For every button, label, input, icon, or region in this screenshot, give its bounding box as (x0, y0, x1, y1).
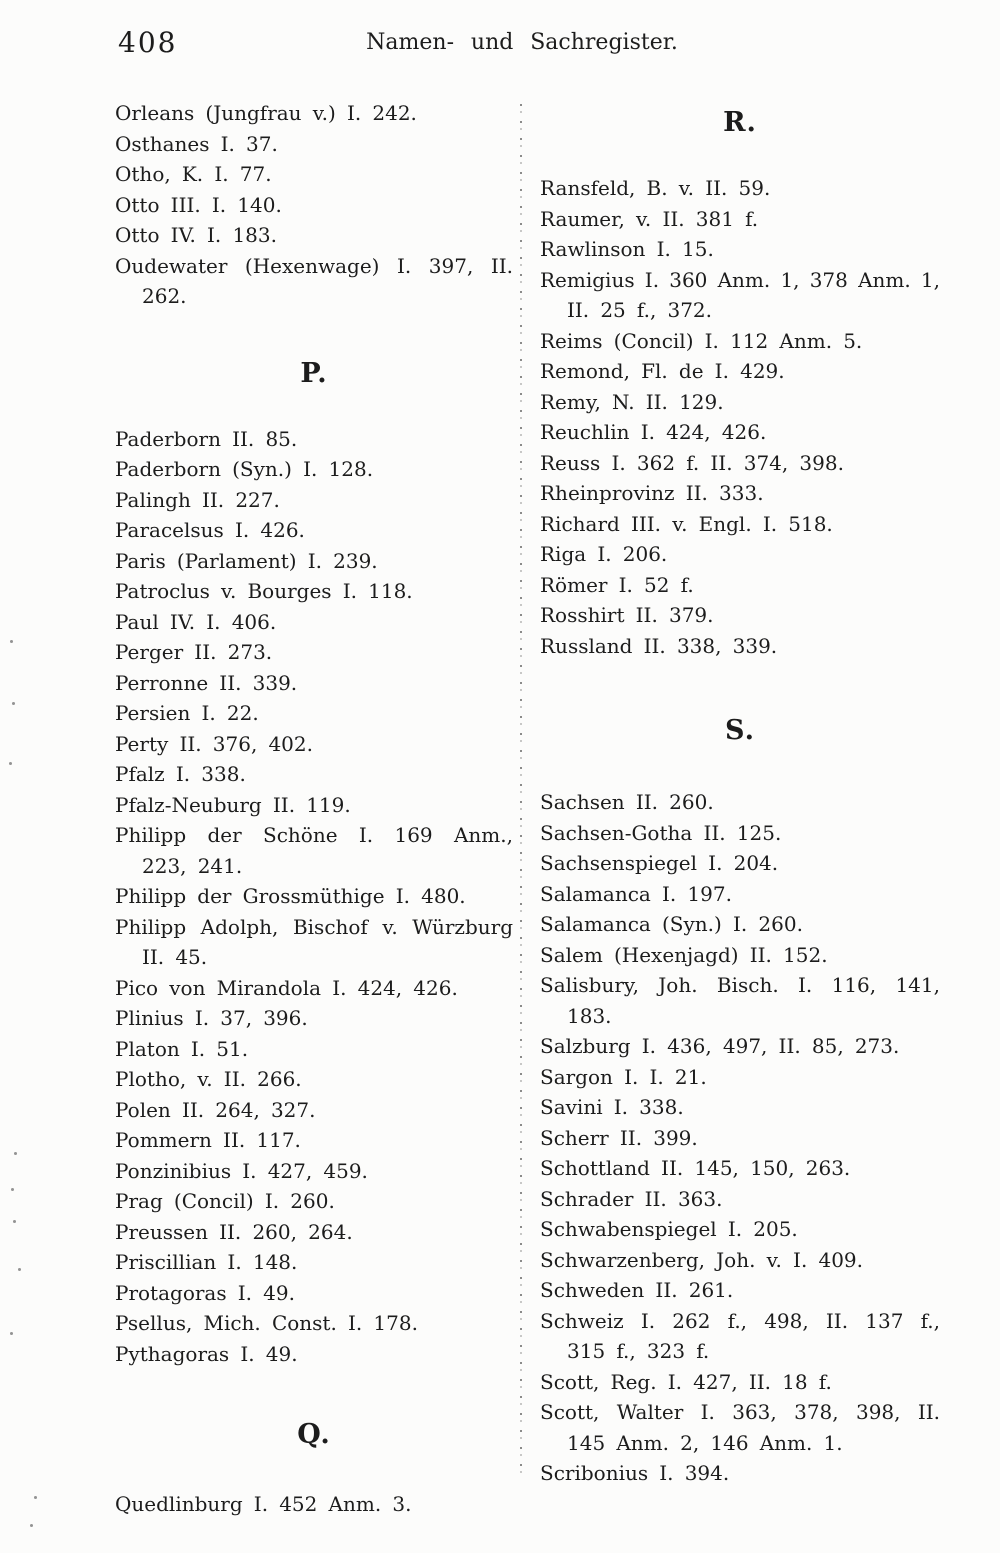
scan-speckle (10, 1332, 13, 1335)
index-entry (115, 607, 513, 638)
column-divider-rule (520, 104, 522, 1476)
entry-line: Sachsen II. 260. (540, 790, 714, 814)
entry-line: Schweiz I. 262 f., 498, II. 137 f., (540, 1308, 940, 1333)
entry-line: Paris (Parlament) I. 239. (115, 548, 378, 573)
entry-line: Salamanca (Syn.) I. 260. (540, 912, 803, 936)
scan-speckle (9, 762, 12, 765)
entry-line: Prag (Concil) I. 260. (115, 1189, 335, 1213)
index-entry (115, 251, 513, 312)
entry-line: Pommern II. 117. (115, 1128, 301, 1152)
scan-speckle (13, 1220, 16, 1223)
entry-line: Perger II. 273. (115, 640, 273, 664)
entry-line: Oudewater (Hexenwage) I. 397, II. (115, 253, 513, 278)
entry-line: Schrader II. 363. (540, 1186, 723, 1211)
index-entry (540, 787, 940, 818)
index-entry (540, 970, 940, 1031)
index-entry (115, 1339, 513, 1370)
entry-line: Philipp der Schöne I. 169 Anm., (115, 823, 513, 847)
entry-line: Osthanes I. 37. (115, 131, 278, 156)
entry-line: Polen II. 264, 327. (115, 1097, 316, 1122)
entry-line: Sachsen-Gotha II. 125. (540, 820, 782, 845)
section-heading: S. (725, 715, 755, 746)
entry-line: Rawlinson I. 15. (540, 237, 714, 261)
entry-line: 315 f., 323 f. (567, 1339, 710, 1363)
entry-line: Pico von Mirandola I. 424, 426. (115, 975, 458, 1000)
entry-line: Reuchlin I. 424, 426. (540, 420, 767, 444)
entry-line: II. 25 f., 372. (567, 298, 713, 322)
index-entry (115, 1095, 513, 1126)
index-entry (540, 1397, 940, 1458)
index-entry (540, 940, 940, 971)
index-entry (115, 1156, 513, 1187)
index-entry (540, 387, 940, 418)
entry-line: Russland II. 338, 339. (540, 633, 778, 658)
index-entry (115, 129, 513, 160)
index-entry (540, 1092, 940, 1123)
entry-line: Pfalz I. 338. (115, 762, 246, 786)
entry-line: Salisbury, Joh. Bisch. I. 116, 141, (540, 973, 940, 997)
page-number: 408 (118, 26, 178, 59)
entry-line: Römer I. 52 f. (540, 572, 694, 597)
index-entry (115, 190, 513, 221)
index-entry (115, 1003, 513, 1034)
entry-line: Remy, N. II. 129. (540, 389, 724, 414)
index-entry (115, 424, 513, 455)
index-entry (115, 790, 513, 821)
entry-line: Pythagoras I. 49. (115, 1341, 298, 1366)
entry-line: Sachsenspiegel I. 204. (540, 851, 779, 875)
index-entry (540, 909, 940, 940)
index-entry (115, 515, 513, 546)
index-entry (540, 631, 940, 662)
entry-line: Remond, Fl. de I. 429. (540, 359, 785, 383)
entry-line: Otto III. I. 140. (115, 192, 282, 217)
index-entry (540, 600, 940, 631)
entry-line: Rheinprovinz II. 333. (540, 481, 764, 505)
index-entry (540, 1031, 940, 1062)
index-entry (115, 485, 513, 516)
entry-line: Scott, Reg. I. 427, II. 18 f. (540, 1369, 832, 1394)
scan-speckle (10, 640, 13, 643)
scan-speckle (11, 1188, 14, 1191)
index-entry (540, 265, 940, 326)
index-entry (115, 759, 513, 790)
index-entry (115, 1308, 513, 1339)
index-entry (115, 159, 513, 190)
index-entry (540, 1214, 940, 1245)
index-entry (540, 1458, 940, 1489)
entry-line: Palingh II. 227. (115, 487, 280, 512)
index-entry (540, 356, 940, 387)
index-entry (540, 1184, 940, 1215)
index-entry (540, 1062, 940, 1093)
entry-line: Reims (Concil) I. 112 Anm. 5. (540, 328, 863, 353)
index-entry (115, 1186, 513, 1217)
entry-line: Philipp Adolph, Bischof v. Würzburg (115, 914, 513, 939)
entry-line: Preussen II. 260, 264. (115, 1219, 353, 1244)
section-heading: P. (300, 357, 328, 389)
entry-line: Scott, Walter I. 363, 378, 398, II. (540, 1400, 940, 1424)
entry-line: Paracelsus I. 426. (115, 518, 305, 542)
index-entry (540, 509, 940, 540)
index-entry (540, 1123, 940, 1154)
index-entry (540, 448, 940, 479)
entry-line: Salzburg I. 436, 497, II. 85, 273. (540, 1034, 900, 1058)
index-entry (115, 576, 513, 607)
index-entry (115, 1489, 513, 1520)
index-entry (540, 570, 940, 601)
index-entry (115, 1217, 513, 1248)
scan-speckle (30, 1524, 33, 1527)
entry-line: Paderborn (Syn.) I. 128. (115, 457, 374, 481)
index-entry (115, 454, 513, 485)
entry-line: Raumer, v. II. 381 f. (540, 206, 759, 231)
entry-line: 223, 241. (142, 853, 243, 878)
index-entry (540, 417, 940, 448)
index-entry (540, 1245, 940, 1276)
entry-line: Priscillian I. 148. (115, 1250, 298, 1274)
index-entry (115, 1278, 513, 1309)
index-entry (540, 879, 940, 910)
entry-line: Plotho, v. II. 266. (115, 1067, 302, 1091)
index-entry (115, 912, 513, 973)
scan-speckle (12, 702, 15, 705)
entry-line: Pfalz-Neuburg II. 119. (115, 792, 351, 817)
entry-line: 145 Anm. 2, 146 Anm. 1. (567, 1430, 843, 1455)
index-entry (115, 1247, 513, 1278)
entry-line: Salem (Hexenjagd) II. 152. (540, 942, 828, 967)
entry-line: Remigius I. 360 Anm. 1, 378 Anm. 1, (540, 267, 940, 292)
index-entry (540, 478, 940, 509)
entry-line: Schottland II. 145, 150, 263. (540, 1156, 851, 1180)
section-heading: R. (723, 107, 757, 138)
entry-line: Scherr II. 399. (540, 1125, 698, 1150)
index-entry (115, 1034, 513, 1065)
section-heading: Q. (297, 1419, 331, 1450)
entry-line: Orleans (Jungfrau v.) I. 242. (115, 101, 417, 125)
entry-line: II. 45. (142, 945, 208, 969)
index-entry (115, 698, 513, 729)
entry-line: Schwarzenberg, Joh. v. I. 409. (540, 1247, 863, 1272)
index-entry (115, 220, 513, 251)
index-entry (115, 820, 513, 881)
index-entry (540, 173, 940, 204)
column-right (540, 103, 940, 1489)
index-entry (540, 204, 940, 235)
entry-line: Reuss I. 362 f. II. 374, 398. (540, 450, 844, 475)
index-entry (540, 1367, 940, 1398)
index-entry (540, 539, 940, 570)
entry-line: Paul IV. I. 406. (115, 609, 277, 634)
entry-line: Savini I. 338. (540, 1095, 684, 1119)
index-entry (115, 881, 513, 912)
entry-line: Riga I. 206. (540, 542, 668, 566)
column-left (115, 98, 513, 1520)
scan-speckle (34, 1496, 37, 1499)
entry-line: Persien I. 22. (115, 701, 259, 725)
index-entry (540, 818, 940, 849)
entry-line: Patroclus v. Bourges I. 118. (115, 579, 413, 603)
entry-line: Schwabenspiegel I. 205. (540, 1217, 798, 1241)
entry-line: 183. (567, 1003, 612, 1028)
entry-line: Schweden II. 261. (540, 1278, 734, 1302)
entry-line: Richard III. v. Engl. I. 518. (540, 511, 833, 536)
entry-line: Perty II. 376, 402. (115, 731, 313, 756)
entry-line: Quedlinburg I. 452 Anm. 3. (115, 1492, 412, 1516)
entry-line: Paderborn II. 85. (115, 426, 298, 451)
entry-line: Scribonius I. 394. (540, 1461, 730, 1485)
entry-line: Otto IV. I. 183. (115, 223, 277, 247)
index-entry (540, 1275, 940, 1306)
index-entry (115, 98, 513, 129)
entry-line: Philipp der Grossmüthige I. 480. (115, 884, 466, 908)
index-entry (115, 1064, 513, 1095)
index-entry (540, 848, 940, 879)
entry-line: Salamanca I. 197. (540, 881, 732, 906)
scan-speckle (14, 1152, 17, 1155)
index-entry (540, 1153, 940, 1184)
entry-line: Ransfeld, B. v. II. 59. (540, 176, 771, 200)
entry-line: Ponzinibius I. 427, 459. (115, 1158, 368, 1183)
index-entry (115, 668, 513, 699)
index-entry (540, 326, 940, 357)
entry-line: Otho, K. I. 77. (115, 162, 272, 186)
index-entry (115, 637, 513, 668)
entry-line: Rosshirt II. 379. (540, 603, 714, 627)
entry-line: Sargon I. I. 21. (540, 1064, 707, 1089)
entry-line: 262. (142, 284, 187, 308)
entry-line: Protagoras I. 49. (115, 1280, 295, 1305)
index-entry (540, 1306, 940, 1367)
running-header: Namen- und Sachregister. (366, 30, 678, 55)
index-entry (115, 546, 513, 577)
index-entry (540, 234, 940, 265)
scan-speckle (18, 1268, 21, 1271)
index-entry (115, 973, 513, 1004)
entry-line: Perronne II. 339. (115, 670, 298, 695)
entry-line: Platon I. 51. (115, 1036, 249, 1061)
index-entry (115, 1125, 513, 1156)
entry-line: Plinius I. 37, 396. (115, 1006, 308, 1030)
entry-line: Psellus, Mich. Const. I. 178. (115, 1311, 418, 1335)
index-entry (115, 729, 513, 760)
